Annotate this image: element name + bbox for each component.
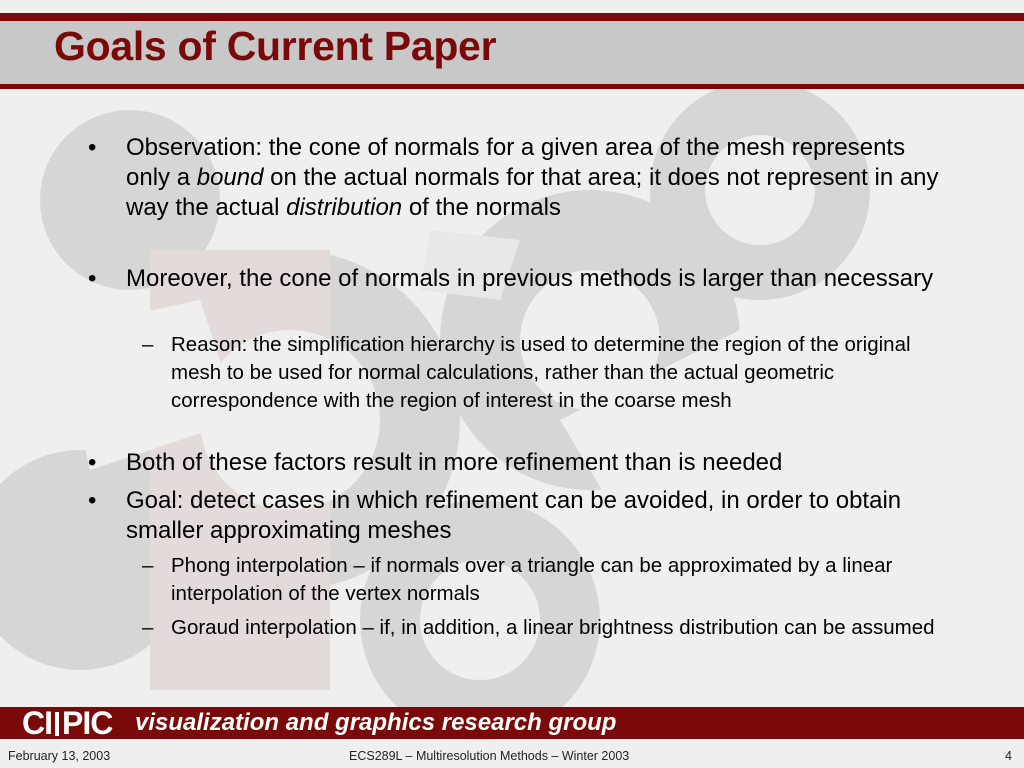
sub-bullet-phong: Phong interpolation – if normals over a triangle can be approximated by a linear interpolation of the vertex normals <box>171 554 893 605</box>
sub-bullet-marker: – <box>142 333 154 356</box>
bullet-goal: Goal: detect cases in which refinement can be avoided, in order to obtain smaller approximating meshes <box>126 487 902 544</box>
bullet-marker: • <box>88 134 97 161</box>
bullet-factors: Both of these factors result in more refinement than is needed <box>126 449 783 476</box>
footer-date: February 13, 2003 <box>8 749 111 763</box>
bullet-text: on the actual normals for that area; it does not represent in any way the actual <box>126 164 939 221</box>
logo-bar <box>55 712 59 736</box>
sub-bullet-marker: – <box>142 554 154 577</box>
slide-title: Goals of Current Paper <box>54 23 497 69</box>
cipic-logo <box>22 707 112 739</box>
bullet-moreover: Moreover, the cone of normals in previous methods is larger than necessary <box>126 265 934 292</box>
sub-bullet-reason: Reason: the simplification hierarchy is used to determine the region of the original mesh to be used for normal calculations, rather than the actual geometric correspondence with the region of interest in the coarse mesh <box>171 333 911 412</box>
sub-bullet-goraud: Goraud interpolation – if, in addition, a linear brightness distribution can be assumed <box>171 616 935 639</box>
logo-text: PIC <box>62 705 113 741</box>
bullet-marker: • <box>88 449 97 476</box>
bullet-emphasis: bound <box>196 164 264 191</box>
sub-bullet-marker: – <box>142 616 154 639</box>
bullet-emphasis: distribution <box>286 194 403 221</box>
bullet-text: of the normals <box>402 194 561 221</box>
bullet-text: Observation: the cone of normals for a given area of the mesh represents only a <box>126 134 906 191</box>
bullet-marker: • <box>88 487 97 514</box>
logo-text: CI <box>22 705 52 741</box>
footer-course: ECS289L – Multiresolution Methods – Winter 2003 <box>349 749 630 763</box>
bullet-observation <box>126 133 946 223</box>
page-number: 4 <box>1005 749 1012 763</box>
group-tagline: visualization and graphics research group <box>135 709 617 736</box>
bullet-marker: • <box>88 265 97 292</box>
